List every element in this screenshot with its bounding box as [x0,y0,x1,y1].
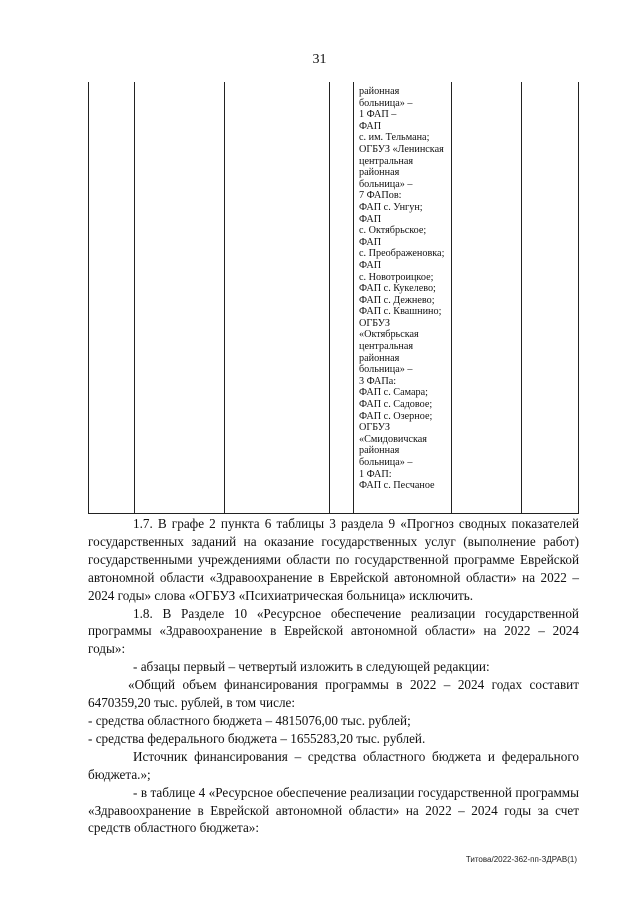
table-column-divider [329,82,330,513]
paragraph-regional-budget: - средства областного бюджета – 4815076,00 тыс. рублей; [88,712,411,728]
paragraph-total-funding: «Общий объем финансирования программы в 2022 – 2024 годах составит 6470359,20 тыс. рублей, в том числе: [88,677,579,711]
table-column-divider [521,82,522,513]
paragraph-abzacy: - абзацы первый – четвертый изложить в следующей редакции: [133,659,490,675]
table-column-divider [451,82,452,513]
paragraph-table-4: - в таблице 4 «Ресурсное обеспечение реализации государственной программы «Здравоохранение в Еврейской автономной области» на 2022 – 2024 годы за счет средств областного бюджета»: [88,784,579,836]
footer-document-tag: Титова/2022-362-пп-ЗДРАВ(1) [465,855,577,864]
table-column-divider [353,82,354,513]
table-column-divider [224,82,225,513]
paragraph-1-7: 1.7. В графе 2 пункта 6 таблицы 3 раздела 9 «Прогноз сводных показателей государственных заданий на оказание государственных услуг (выполнение работ) государственными учреждениями области по государственной программе Еврейской автономной области «Здравоохранение в Еврейской автономной области» на 2022 – 2024 годы» слова «ОГБУЗ «Психиатрическая больница» исключить. [88,516,579,603]
table-column-divider [134,82,135,513]
document-body [88,515,579,837]
paragraph-1-8: 1.8. В Разделе 10 «Ресурсное обеспечение реализации государственной программы «Здравоохранение в Еврейской автономной области» на 2022 – 2024 годы»: [88,605,579,657]
paragraph-funding-source: Источник финансирования – средства областного бюджета и федерального бюджета.»; [88,748,579,782]
table-cell-facilities: районная больница» – 1 ФАП – ФАП с. им. Тельмана; ОГБУЗ «Ленинская центральная районная больница» – 7 ФАПов: ФАП с. Унгун; ФАП с. Октябрьское; ФАП с. Преображеновка; ФАП с. Новотроицкое; ФАП с. Кукелево; ФАП с. Дежнево; ФАП с. Квашнино; ОГБУЗ «Октябрьская центральная районная больница» – 3 ФАПа: ФАП с. Самара; ФАП с. Садовое; ФАП с. Озерное; ОГБУЗ «Смидовичская районная больница» – 1 ФАП: ФАП с. Песчаное [359,86,445,492]
paragraph-federal-budget: - средства федерального бюджета – 1655283,20 тыс. рублей. [88,730,426,746]
table-fragment [88,82,579,514]
page-number: 31 [312,52,327,67]
